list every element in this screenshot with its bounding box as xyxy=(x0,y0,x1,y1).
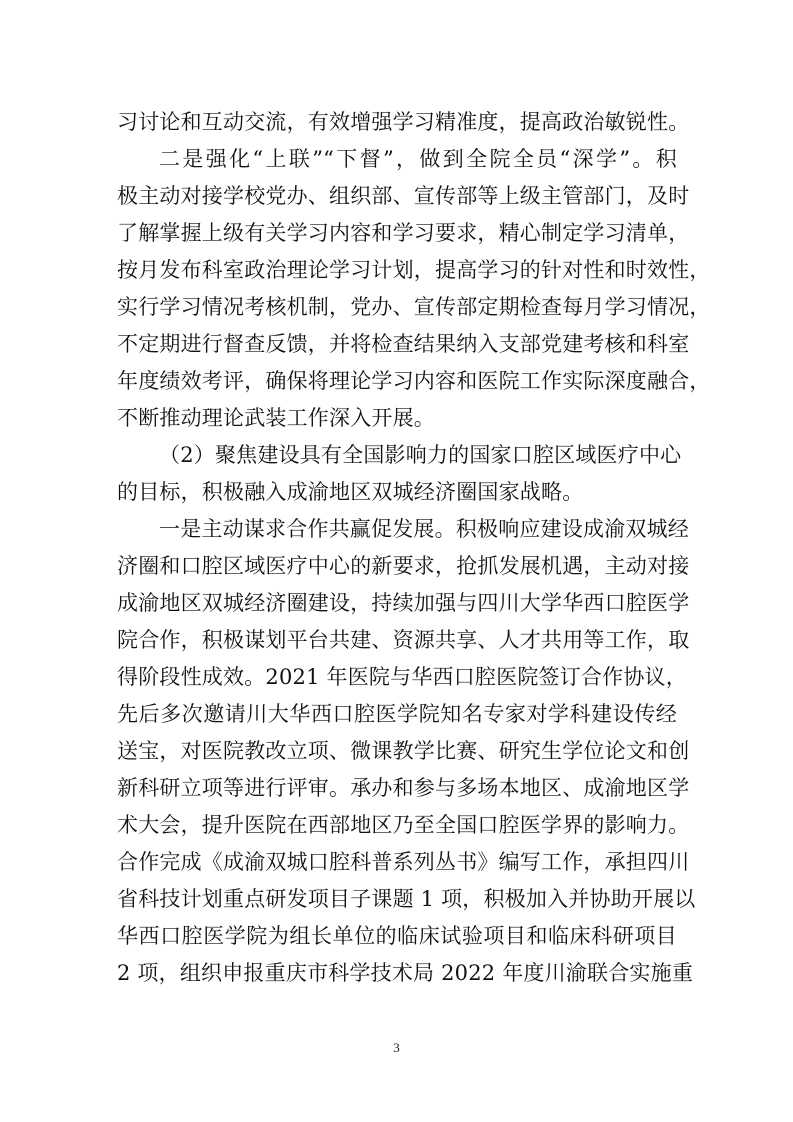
text-line: 送宝，对医院教改立项、微课教学比赛、研究生学位论文和创 xyxy=(117,739,690,763)
text-line: 二是强化“上联”“下督”，做到全院全员“深学”。积 xyxy=(159,147,677,171)
text-line: 得阶段性成效。2021 年医院与华西口腔医院签订合作协议， xyxy=(117,665,687,689)
text-line: 习讨论和互动交流，有效增强学习精准度，提高政治敏锐性。 xyxy=(117,110,690,134)
text-line: 不断推动理论武装工作深入开展。 xyxy=(117,406,435,430)
text-line: 极主动对接学校党办、组织部、宣传部等上级主管部门，及时 xyxy=(117,184,690,208)
text-line: 济圈和口腔区域医疗中心的新要求，抢抓发展机遇，主动对接 xyxy=(117,554,690,578)
text-line: 实行学习情况考核机制，党办、宣传部定期检查每月学习情况， xyxy=(117,295,711,319)
text-line: 院合作，积极谋划平台共建、资源共享、人才共用等工作，取 xyxy=(117,628,690,652)
text-line: 新科研立项等进行评审。承办和参与多场本地区、成渝地区学 xyxy=(117,776,690,800)
text-line: 了解掌握上级有关学习内容和学习要求，精心制定学习清单， xyxy=(117,221,690,245)
text-line: 2 项，组织申报重庆市科学技术局 2022 年度川渝联合实施重 xyxy=(117,961,694,985)
text-line: 省科技计划重点研发项目子课题 1 项，积极加入并协助开展以 xyxy=(117,887,696,911)
text-line: 先后多次邀请川大华西口腔医学院知名专家对学科建设传经 xyxy=(117,702,677,726)
text-line: 按月发布科室政治理论学习计划，提高学习的针对性和时效性， xyxy=(117,258,711,282)
text-line: 的目标，积极融入成渝地区双城经济圈国家战略。 xyxy=(117,480,584,504)
text-line: 华西口腔医学院为组长单位的临床试验项目和临床科研项目 xyxy=(117,924,677,948)
text-line: 成渝地区双城经济圈建设，持续加强与四川大学华西口腔医学 xyxy=(117,591,690,615)
text-line: （2）聚焦建设具有全国影响力的国家口腔区域医疗中心 xyxy=(159,443,682,467)
text-line: 一是主动谋求合作共赢促发展。积极响应建设成渝双城经 xyxy=(159,517,689,541)
text-line: 不定期进行督查反馈，并将检查结果纳入支部党建考核和科室 xyxy=(117,332,690,356)
text-line: 术大会，提升医院在西部地区乃至全国口腔医学界的影响力。 xyxy=(117,813,690,837)
text-line: 合作完成《成渝双城口腔科普系列丛书》编写工作，承担四川 xyxy=(117,850,690,874)
text-line: 年度绩效考评，确保将理论学习内容和医院工作实际深度融合， xyxy=(117,369,711,393)
page-number: 3 xyxy=(393,1040,400,1055)
